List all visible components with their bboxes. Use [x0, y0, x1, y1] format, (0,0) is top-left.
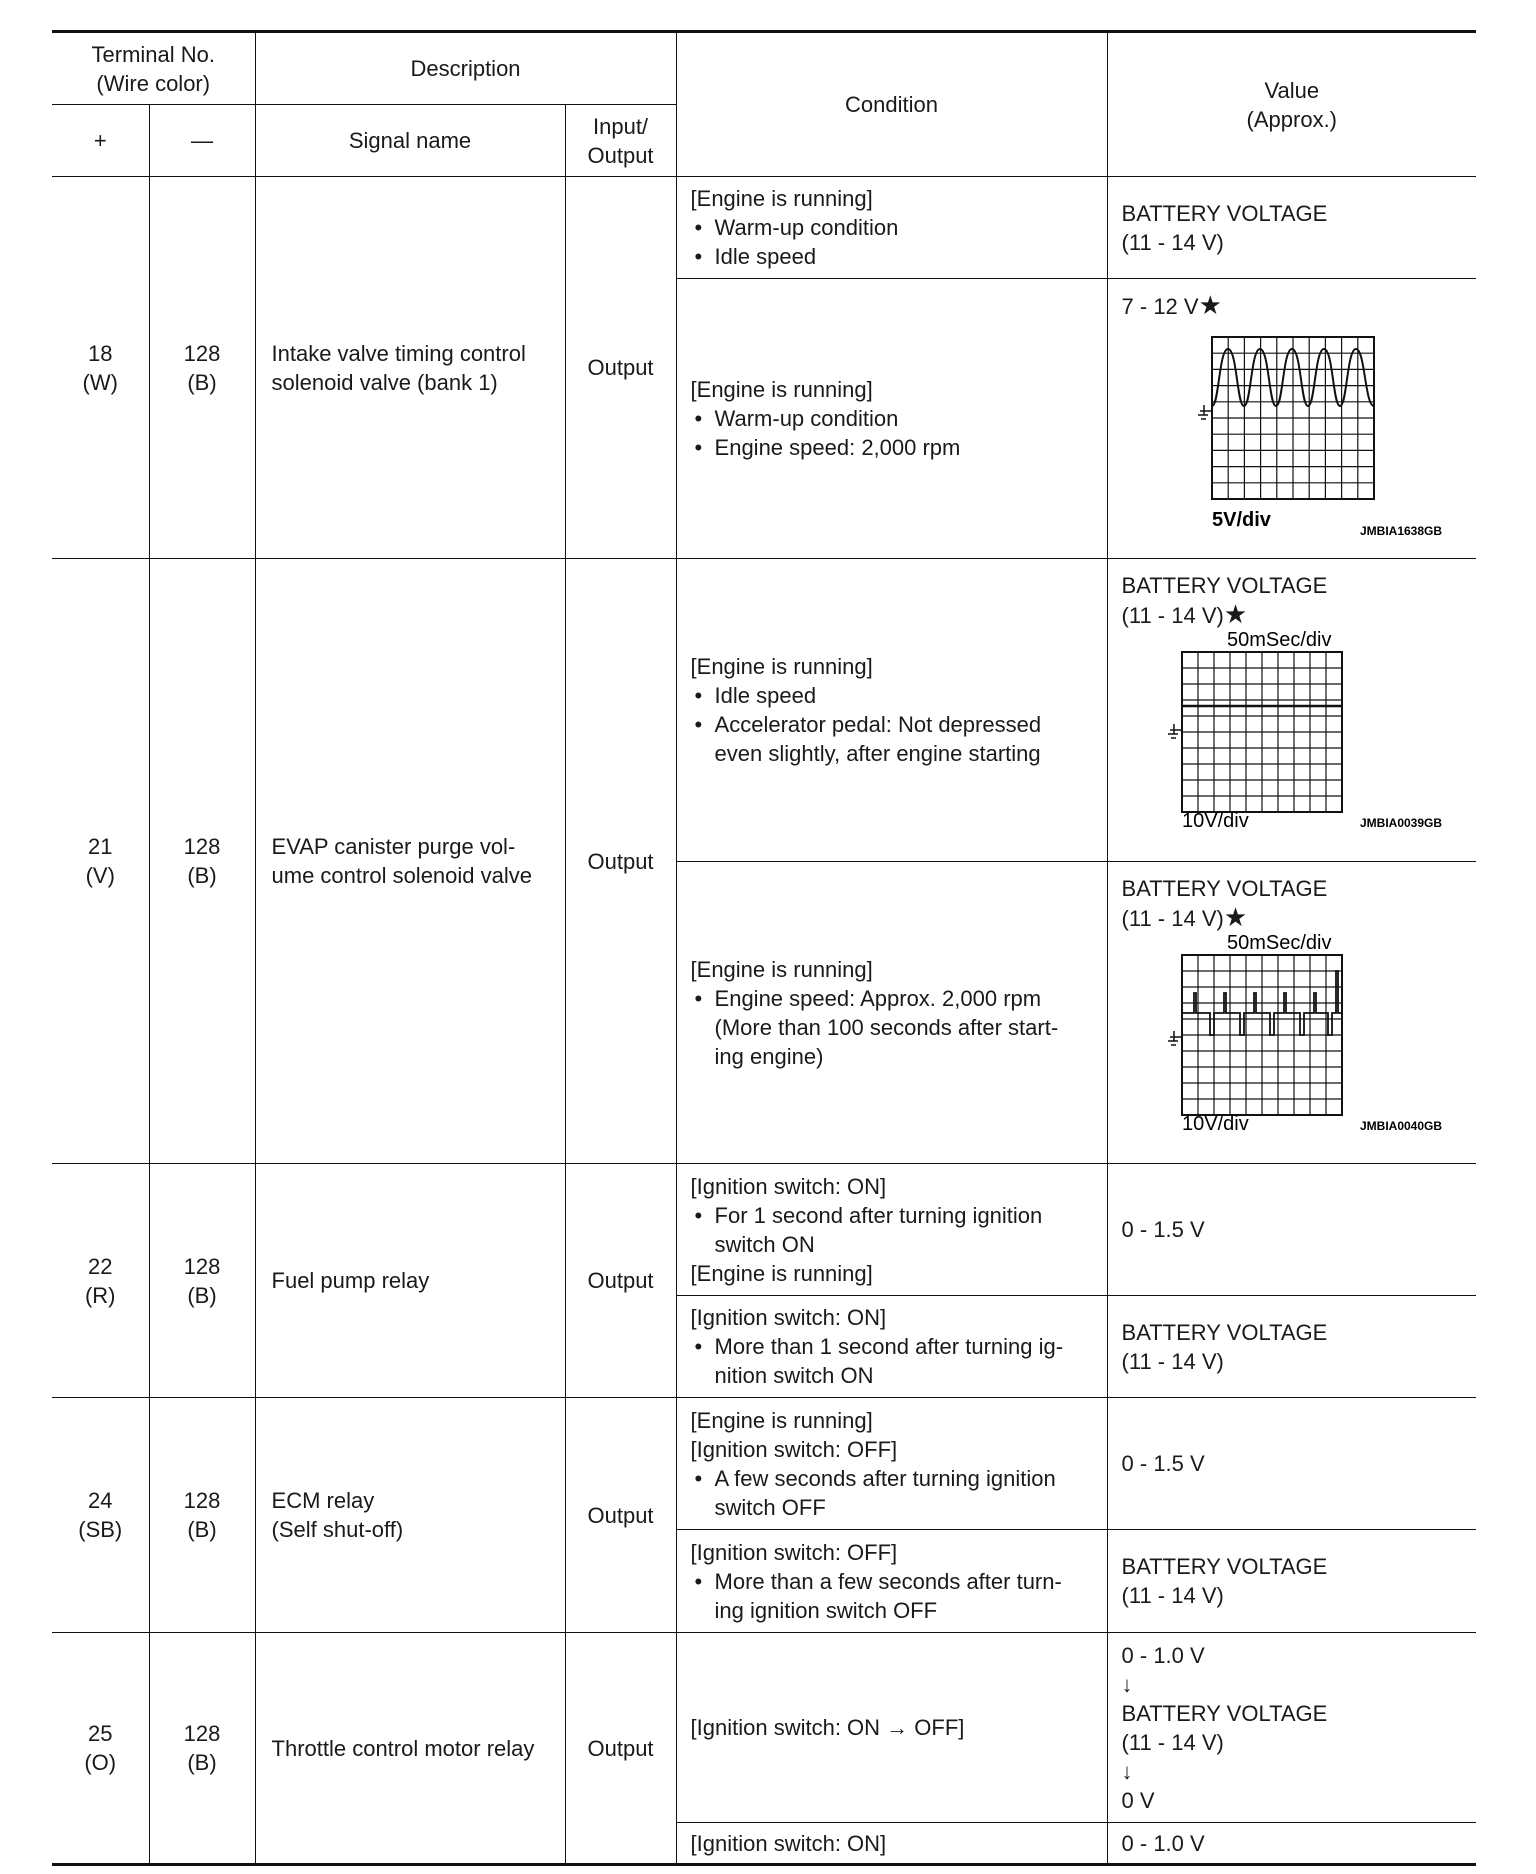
io-cell: Output [565, 1633, 676, 1865]
condition-heading: [Ignition switch: OFF] [690, 1436, 898, 1462]
time-per-div-label: 50mSec/div [1226, 933, 1332, 954]
signal-name-cell: Fuel pump relay [255, 1164, 565, 1398]
signal-name: EVAP canister purge vol- [271, 834, 516, 859]
wire-color: (B) [187, 863, 217, 888]
terminal-minus-cell [149, 1633, 255, 1865]
condition-bullet-cont: ing ignition switch OFF [714, 1597, 938, 1623]
description-header: Description [255, 32, 676, 105]
value-cell [1107, 862, 1476, 1164]
star-icon: ★ [1198, 290, 1222, 320]
io-header [565, 105, 676, 177]
condition-bullet: • More than 1 second after turning ig- [691, 1332, 1099, 1361]
value-header-label: Value [1264, 77, 1320, 103]
condition-cell: [Ignition switch: ON] [676, 1823, 1107, 1865]
terminal-plus-cell [52, 1164, 149, 1398]
figure-reference-code: JMBIA0039GB [1359, 816, 1442, 830]
terminal-spec-document [52, 30, 1476, 1859]
condition-bullet: • Engine speed: 2,000 rpm [691, 433, 1099, 462]
condition-heading: [Engine is running] [690, 377, 873, 402]
terminal-number: 128 [183, 1721, 221, 1746]
io-cell: Output [565, 177, 676, 559]
signal-name-cell [255, 559, 565, 1164]
down-arrow-icon: ↓ [1121, 1671, 1133, 1697]
value-text: 7 - 12 V [1121, 294, 1199, 319]
table-row [52, 177, 1476, 279]
down-arrow-icon: ↓ [1121, 1758, 1133, 1784]
signal-name: Intake valve timing control [271, 340, 526, 366]
condition-bullet: • Warm-up condition [691, 213, 1099, 242]
signal-name-cell: Throttle control motor relay [255, 1633, 565, 1865]
value-text: (11 - 14 V) [1121, 1729, 1224, 1755]
condition-cell [676, 1633, 1107, 1823]
value-cell [1107, 559, 1476, 862]
value-cell [1107, 1530, 1476, 1633]
wire-color: (R) [84, 1282, 116, 1308]
io-cell: Output [565, 559, 676, 1164]
value-cell [1107, 1296, 1476, 1398]
terminal-number: 22 [88, 1253, 113, 1279]
terminal-minus-cell [149, 177, 255, 559]
terminal-plus-cell [52, 559, 149, 1164]
volts-per-div-label: 5V/div [1211, 509, 1271, 531]
io-cell: Output [565, 1398, 676, 1633]
plus-header: + [52, 105, 149, 177]
value-text: (11 - 14 V) [1121, 229, 1224, 255]
value-cell: 0 - 1.0 V [1107, 1823, 1476, 1865]
value-cell [1107, 177, 1476, 279]
condition-heading: [Engine is running] [690, 956, 873, 982]
condition-heading: [Ignition switch: ON → OFF] [690, 1715, 965, 1740]
wire-color-header-label: (Wire color) [96, 70, 211, 96]
condition-cell [676, 279, 1107, 559]
condition-heading: [Engine is running] [690, 654, 873, 679]
condition-bullet: • Idle speed [691, 681, 1099, 710]
table-row [52, 1633, 1476, 1823]
star-icon: ★ [1223, 599, 1248, 629]
value-cell [1107, 279, 1476, 559]
value-text: BATTERY VOLTAGE [1121, 1700, 1328, 1726]
value-text: (11 - 14 V) [1121, 603, 1224, 628]
value-text: (11 - 14 V) [1121, 1348, 1224, 1374]
condition-bullet: • A few seconds after turning ignition [691, 1464, 1099, 1493]
signal-name-cont: ume control solenoid valve [271, 863, 532, 888]
wire-color: (B) [187, 1517, 217, 1542]
condition-cell [676, 1398, 1107, 1530]
terminal-minus-cell [149, 1398, 255, 1633]
volts-per-div-label: 10V/div [1181, 810, 1249, 830]
value-approx-label: (Approx.) [1246, 106, 1338, 132]
terminal-number: 128 [183, 834, 221, 859]
condition-heading: [Ignition switch: ON] [690, 1305, 887, 1330]
value-text: (11 - 14 V) [1121, 906, 1224, 931]
value-text: 0 - 1.0 V [1121, 1642, 1205, 1668]
signal-name-cont: (Self shut-off) [271, 1517, 404, 1542]
condition-heading: [Engine is running] [690, 1260, 873, 1286]
ground-icon [1168, 724, 1182, 738]
terminal-header-label: Terminal No. [91, 41, 215, 67]
condition-cell [676, 1530, 1107, 1633]
table-row [52, 1164, 1476, 1296]
condition-bullet: • More than a few seconds after turn- [691, 1567, 1099, 1596]
value-text: BATTERY VOLTAGE [1121, 1554, 1328, 1579]
value-cell: 0 - 1.5 V [1107, 1398, 1476, 1530]
terminal-number: 18 [88, 340, 113, 366]
terminal-plus-cell [52, 177, 149, 559]
figure-reference-code: JMBIA1638GB [1359, 524, 1442, 538]
figure-reference-code: JMBIA0040GB [1359, 1119, 1442, 1133]
condition-bullet: • Accelerator pedal: Not depressed [691, 710, 1099, 739]
condition-heading: [Engine is running] [690, 186, 873, 211]
ecm-terminal-table [52, 30, 1476, 1866]
value-text: 0 V [1121, 1787, 1155, 1813]
volts-per-div-label: 10V/div [1181, 1113, 1249, 1133]
condition-cell [676, 1164, 1107, 1296]
value-cell: 0 - 1.5 V [1107, 1164, 1476, 1296]
io-header-line2: Output [587, 142, 654, 168]
condition-cell [676, 559, 1107, 862]
terminal-number: 128 [183, 1253, 221, 1279]
condition-bullet: • Engine speed: Approx. 2,000 rpm [691, 984, 1099, 1013]
value-header [1107, 32, 1476, 177]
signal-name: ECM relay [271, 1488, 375, 1513]
terminal-minus-cell [149, 559, 255, 1164]
condition-bullet: • For 1 second after turning ignition [691, 1201, 1099, 1230]
condition-heading: [Engine is running] [690, 1407, 873, 1433]
wire-color: (O) [84, 1750, 117, 1775]
condition-bullet-cont: ing engine) [714, 1043, 824, 1069]
signal-name-cont: solenoid valve (bank 1) [271, 369, 498, 395]
terminal-number: 25 [88, 1721, 113, 1746]
condition-bullet-cont: (More than 100 seconds after start- [714, 1014, 1059, 1040]
signal-name-header: Signal name [255, 105, 565, 177]
terminal-plus-cell [52, 1398, 149, 1633]
oscilloscope-waveform-pulse [1122, 933, 1467, 1133]
io-cell: Output [565, 1164, 676, 1398]
terminal-number: 128 [183, 1488, 221, 1513]
value-text: BATTERY VOLTAGE [1121, 1319, 1328, 1345]
terminal-minus-cell [149, 1164, 255, 1398]
wire-color: (SB) [78, 1517, 123, 1542]
condition-bullet-cont: switch ON [714, 1231, 815, 1257]
terminal-plus-cell [52, 1633, 149, 1865]
io-header-line1: Input/ [593, 113, 649, 139]
value-cell [1107, 1633, 1476, 1823]
minus-header: — [149, 105, 255, 177]
terminal-number: 21 [88, 834, 113, 859]
condition-cell [676, 177, 1107, 279]
wire-color: (B) [187, 1282, 217, 1308]
condition-bullet-cont: switch OFF [714, 1494, 826, 1520]
value-text: (11 - 14 V) [1121, 1583, 1224, 1608]
time-per-div-label: 50mSec/div [1226, 630, 1332, 651]
wire-color: (V) [85, 863, 115, 888]
signal-name-cell [255, 1398, 565, 1633]
signal-name-cell [255, 177, 565, 559]
condition-header: Condition [676, 32, 1107, 177]
ground-icon [1198, 405, 1212, 419]
oscilloscope-waveform-sine [1122, 321, 1467, 551]
oscilloscope-waveform-flat [1122, 630, 1467, 830]
condition-bullet-cont: nition switch ON [714, 1363, 874, 1388]
condition-cell [676, 862, 1107, 1164]
condition-bullet: • Idle speed [691, 242, 1099, 271]
ground-icon [1168, 1031, 1182, 1045]
condition-cell [676, 1296, 1107, 1398]
wire-color: (B) [187, 369, 217, 395]
condition-heading: [Ignition switch: OFF] [690, 1539, 898, 1565]
value-text: BATTERY VOLTAGE [1121, 200, 1328, 226]
table-row [52, 559, 1476, 862]
terminal-number: 24 [88, 1488, 113, 1513]
wire-color: (W) [82, 369, 118, 395]
terminal-header [52, 32, 255, 105]
value-text: BATTERY VOLTAGE [1121, 876, 1328, 901]
wire-color: (B) [187, 1750, 217, 1775]
condition-bullet-cont: even slightly, after engine starting [714, 741, 1041, 766]
star-icon: ★ [1223, 902, 1248, 932]
value-text: BATTERY VOLTAGE [1121, 573, 1328, 598]
condition-heading: [Ignition switch: ON] [690, 1173, 887, 1199]
table-row [52, 1398, 1476, 1530]
terminal-number: 128 [183, 340, 221, 366]
condition-bullet: • Warm-up condition [691, 404, 1099, 433]
